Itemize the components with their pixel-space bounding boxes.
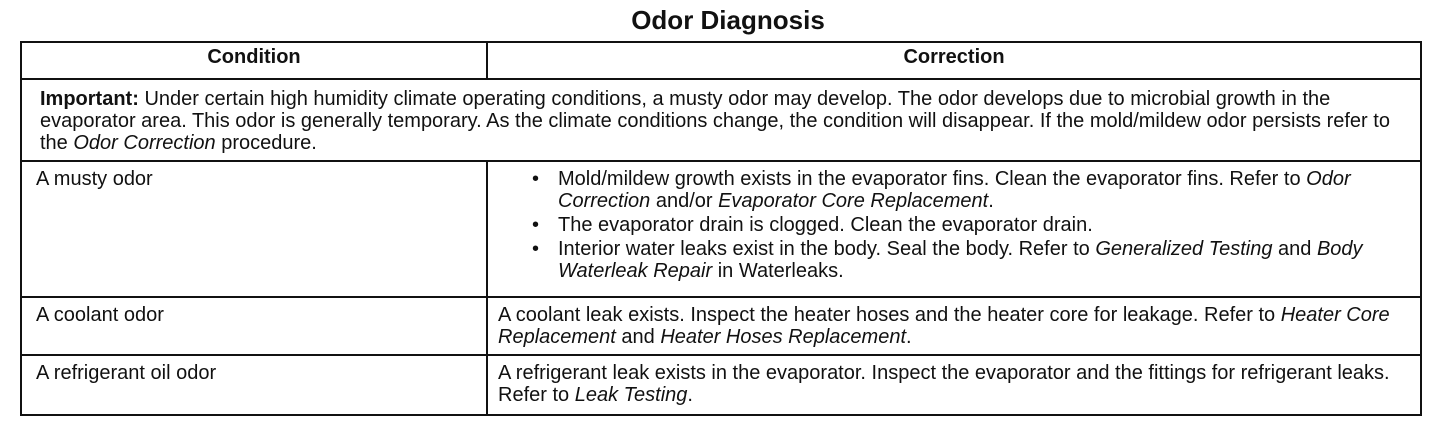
reference-link: Heater Hoses Replacement: [660, 326, 907, 348]
correction-cell: [487, 297, 1421, 355]
table-row: [21, 297, 1421, 355]
correction-cell: [487, 161, 1421, 297]
table-header-row: [21, 42, 1421, 79]
odor-correction-reference: Odor Correction: [73, 132, 216, 154]
important-text: Under certain high humidity climate operating conditions, a musty odor may develop. The odor develops due to microbial growth in the evaporator area. This odor is generally temporary. As the climate conditions change, the condition will disappear. If the mold/mildew odor persists refer to the: [40, 88, 1390, 154]
correction-text: and: [615, 326, 661, 348]
table-row: [21, 355, 1421, 415]
correction-text: Mold/mildew growth exists in the evaporator fins. Clean the evaporator fins. Refer to: [558, 168, 1307, 190]
correction-text: .: [906, 326, 912, 348]
column-header-correction: Correction: [487, 42, 1421, 79]
important-label: Important:: [40, 88, 139, 110]
correction-cell: [487, 355, 1421, 415]
page-title: Odor Diagnosis: [631, 5, 825, 35]
reference-link: Evaporator Core Replacement: [718, 190, 989, 212]
reference-link: Leak Testing: [574, 384, 688, 406]
correction-list: [498, 168, 1410, 282]
correction-text: in Waterleaks.: [712, 260, 844, 282]
important-note-row: [21, 79, 1421, 161]
correction-text: .: [687, 384, 693, 406]
list-item: [526, 168, 1410, 212]
correction-text: Interior water leaks exist in the body. Seal the body. Refer to: [558, 238, 1096, 260]
table-row: [21, 161, 1421, 297]
list-item: [526, 214, 1410, 236]
reference-link: Heater Core Replacement: [498, 304, 1390, 348]
reference-link: Generalized Testing: [1095, 238, 1273, 260]
odor-diagnosis-table: [20, 41, 1422, 416]
correction-text: and: [1272, 238, 1317, 260]
column-header-condition: Condition: [21, 42, 487, 79]
condition-cell: A refrigerant oil odor: [21, 355, 487, 415]
correction-text: .: [988, 190, 994, 212]
correction-text: A refrigerant leak exists in the evaporator. Inspect the evaporator and the fittings for refrigerant leaks. Refer to: [498, 362, 1390, 406]
condition-cell: A musty odor: [21, 161, 487, 297]
important-note: [21, 79, 1421, 161]
correction-text: The evaporator drain is clogged. Clean the evaporator drain.: [558, 214, 1093, 236]
reference-link: Body Waterleak Repair: [558, 238, 1363, 282]
condition-cell: A coolant odor: [21, 297, 487, 355]
reference-link: Odor Correction: [558, 168, 1351, 212]
list-item: [526, 238, 1410, 282]
important-text-end: procedure.: [215, 132, 317, 154]
correction-text: and/or: [650, 190, 719, 212]
correction-text: A coolant leak exists. Inspect the heater hoses and the heater core for leakage. Refer to: [498, 304, 1281, 326]
